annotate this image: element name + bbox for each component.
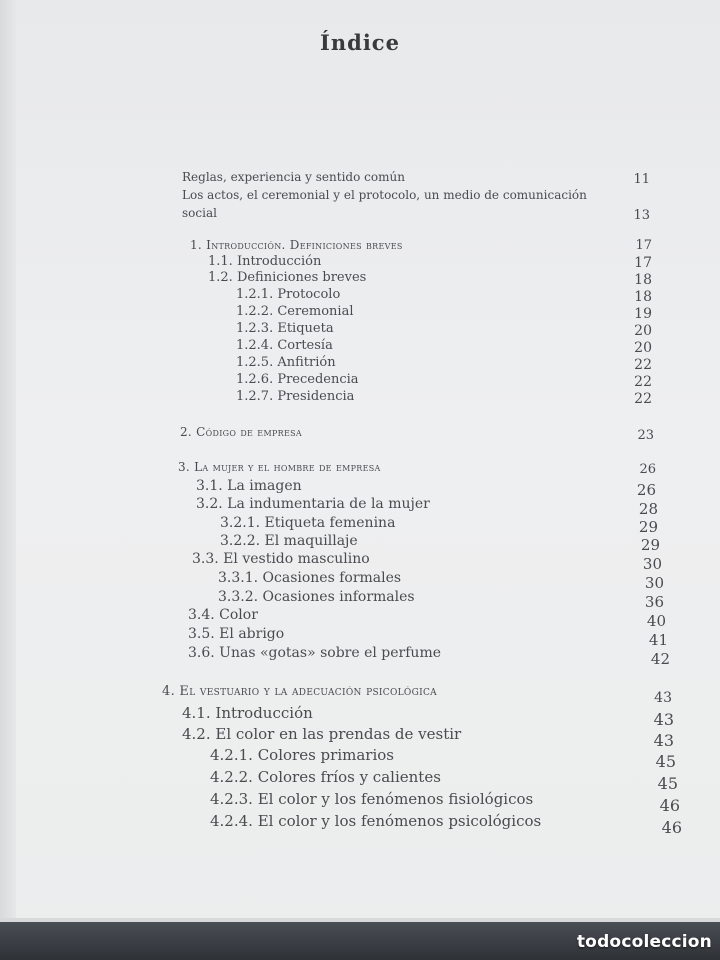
toc-entry-title: 3.2.2. El maquillaje xyxy=(220,533,358,549)
toc-entry-page-number: 40 xyxy=(646,612,666,630)
toc-entry-title: 3.4. Color xyxy=(188,607,258,623)
toc-entry-page-number: 29 xyxy=(640,536,660,554)
toc-entry-title: 3.1. La imagen xyxy=(196,478,302,494)
toc-entry-page-number: 20 xyxy=(634,323,652,339)
toc-entry-title: 1.2.6. Precedencia xyxy=(236,372,359,387)
toc-entry-page-number: 30 xyxy=(644,574,664,592)
toc-entry-page-number: 46 xyxy=(659,796,680,815)
toc-entry-page-number: 29 xyxy=(638,518,658,536)
toc-entry-title: Reglas, experiencia y sentido común xyxy=(182,170,405,184)
toc-entry-title: 3. La mujer y el hombre de empresa xyxy=(178,460,381,474)
page-title: Índice xyxy=(320,30,400,55)
toc-entry-page-number: 43 xyxy=(654,690,672,706)
toc-entry-page-number: 18 xyxy=(634,289,652,305)
toc-entry-title: 1.1. Introducción xyxy=(208,254,322,269)
toc-entry-title: 4.2. El color en las prendas de vestir xyxy=(182,725,462,743)
toc-entry-title: 1.2.2. Ceremonial xyxy=(236,304,354,319)
toc-entry-page-number: 45 xyxy=(655,752,676,771)
toc-entry-title: 1.2. Definiciones breves xyxy=(208,270,367,285)
toc-entry-title: 1.2.5. Anfitrión xyxy=(236,355,336,370)
toc-entry-title: 4.2.4. El color y los fenómenos psicológicos xyxy=(210,812,542,830)
toc-entry-page-number: 36 xyxy=(644,593,664,611)
toc-entry-title: 4. El vestuario y la adecuación psicológica xyxy=(162,684,437,699)
toc-entry-title: 1.2.3. Etiqueta xyxy=(236,321,334,336)
toc-entry-page-number: 42 xyxy=(650,650,670,668)
toc-entry-page-number: 17 xyxy=(634,255,652,271)
toc-entry-title: 1.2.1. Protocolo xyxy=(236,287,341,302)
toc-entry-page-number: 13 xyxy=(633,208,650,223)
toc-entry-page-number: 28 xyxy=(638,500,658,518)
toc-entry-title: social xyxy=(182,206,217,220)
toc-entry-page-number: 22 xyxy=(634,374,652,390)
toc-entry-page-number: 30 xyxy=(642,555,662,573)
toc-entry-title: 4.2.3. El color y los fenómenos fisiológicos xyxy=(210,790,534,808)
toc-entry-title: 3.5. El abrigo xyxy=(188,626,285,642)
toc-entry-page-number: 18 xyxy=(634,272,652,288)
toc-entry-page-number: 23 xyxy=(637,428,654,443)
toc-entry-title: 3.6. Unas «gotas» sobre el perfume xyxy=(188,645,442,661)
toc-entry-title: 4.2.2. Colores fríos y calientes xyxy=(210,768,441,786)
toc-entry-title: 3.2.1. Etiqueta femenina xyxy=(220,515,396,531)
toc-entry-title: 3.3.2. Ocasiones informales xyxy=(218,589,415,605)
toc-entry-page-number: 26 xyxy=(639,462,656,477)
toc-entry-page-number: 11 xyxy=(633,172,650,187)
toc-entry-title: 1.2.7. Presidencia xyxy=(236,389,355,404)
toc-entry-page-number: 43 xyxy=(653,731,674,750)
toc-entry-page-number: 41 xyxy=(648,631,668,649)
toc-entry-title: 3.3. El vestido masculino xyxy=(192,551,370,567)
toc-entry-title: 2. Código de empresa xyxy=(180,425,302,439)
toc-entry-page-number: 43 xyxy=(653,710,674,729)
toc-entry-page-number: 45 xyxy=(657,774,678,793)
toc-entry-title: 3.3.1. Ocasiones formales xyxy=(218,570,402,586)
toc-entry-page-number: 46 xyxy=(661,818,682,837)
toc-entry-title: 1. Introducción. Definiciones breves xyxy=(190,238,403,252)
toc-entry-page-number: 22 xyxy=(634,391,652,407)
toc-entry-page-number: 19 xyxy=(634,306,652,322)
toc-entry-page-number: 26 xyxy=(636,481,656,499)
toc-entry-page-number: 17 xyxy=(635,238,652,253)
toc-entry-title: 1.2.4. Cortesía xyxy=(236,338,333,353)
toc-entry-title: 3.2. La indumentaria de la mujer xyxy=(196,496,430,512)
toc-entry-title: Los actos, el ceremonial y el protocolo, un medio de comunicación xyxy=(182,188,587,202)
toc-entry-title: 4.2.1. Colores primarios xyxy=(210,746,394,764)
toc-entry-title: 4.1. Introducción xyxy=(182,704,313,722)
toc-entry-page-number: 20 xyxy=(634,340,652,356)
toc-entry-page-number: 22 xyxy=(634,357,652,373)
watermark: todocoleccion xyxy=(576,932,712,952)
